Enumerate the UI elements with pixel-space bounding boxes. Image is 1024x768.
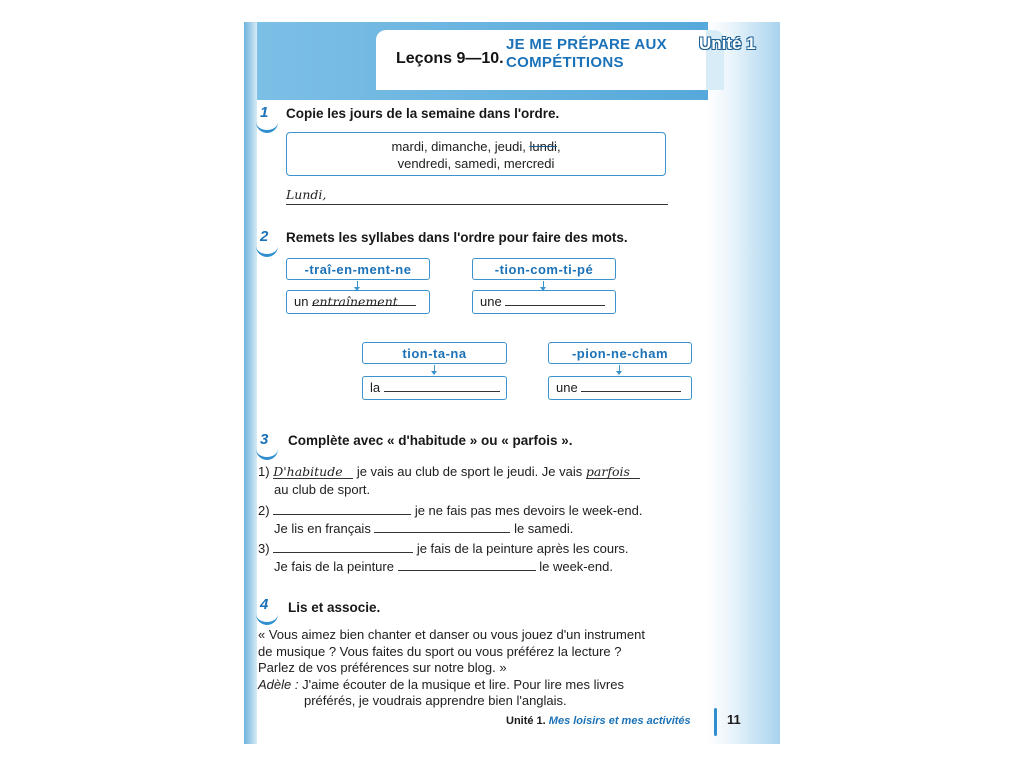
- word-box-2[interactable]: [472, 290, 616, 314]
- word-2-article: une: [480, 294, 502, 309]
- word-4-article: une: [556, 380, 578, 395]
- arrow-down-icon: [619, 365, 620, 373]
- workbook-page: [244, 22, 780, 744]
- footer-subtitle: Mes loisirs et mes activités: [548, 715, 691, 727]
- footer-divider: [714, 708, 717, 736]
- sentence-2b-blank[interactable]: [374, 518, 510, 533]
- exercise-4-instruction: Lis et associe.: [288, 600, 381, 615]
- sentence-1-number: 1): [258, 464, 270, 479]
- syllable-box-1: -traî-en-ment-ne: [286, 258, 430, 280]
- days-line-1: [287, 138, 665, 155]
- sentence-1-answer-1[interactable]: D'habitude: [273, 464, 353, 479]
- quote-line-3: Parlez de vos préférences sur notre blog. »: [258, 660, 507, 675]
- word-3-article: la: [370, 380, 381, 395]
- exercise-3-number: 3: [260, 431, 282, 453]
- sentence-3-text: je fais de la peinture après les cours.: [416, 541, 629, 556]
- exercise-1-instruction: Copie les jours de la semaine dans l'ordre.: [286, 106, 560, 121]
- page-title-line1: JE ME PRÉPARE AUX: [506, 36, 667, 53]
- sentence-3-number: 3): [258, 541, 270, 556]
- sentence-2-blank[interactable]: [273, 500, 411, 515]
- sentence-2-continued: [274, 518, 573, 536]
- page-title: [506, 36, 696, 72]
- word-box-3[interactable]: [362, 376, 507, 400]
- arrow-down-icon: [357, 281, 358, 289]
- exercise-2-instruction: Remets les syllabes dans l'ordre pour faire des mots.: [286, 230, 628, 245]
- page-edge-left: [244, 22, 257, 744]
- exercise-2-number: 2: [260, 228, 282, 250]
- blog-quote: [258, 627, 672, 710]
- syllable-box-3: tion-ta-na: [362, 342, 507, 364]
- word-2-answer-blank: [505, 291, 605, 306]
- sentence-1-continued: au club de sport.: [274, 482, 371, 497]
- arrow-down-icon: [434, 365, 435, 373]
- page-number: 11: [727, 712, 741, 727]
- reply-text-1: J'aime écouter de la musique et lire. Pour lire mes livres: [302, 676, 624, 692]
- unit-tab: Unité 1: [699, 34, 756, 53]
- sentence-2-text: je ne fais pas mes devoirs le week-end.: [414, 503, 643, 518]
- footer-unit: [506, 715, 691, 727]
- sentence-2-number: 2): [258, 503, 270, 518]
- sentence-3-continued: [274, 556, 613, 574]
- days-text: mardi, dimanche, jeudi,: [391, 139, 526, 154]
- sentence-1-answer-2[interactable]: parfois: [586, 464, 640, 479]
- lesson-label: Leçons 9—10.: [396, 50, 504, 67]
- exercise-1-number: 1: [260, 104, 282, 126]
- speaker-name: Adèle :: [258, 676, 299, 692]
- quote-line-1: « Vous aimez bien chanter et danser ou vous jouez d'un instrument: [258, 627, 645, 642]
- days-word-box: [286, 132, 666, 176]
- arrow-down-icon: [543, 281, 544, 289]
- syllable-box-2: -tion-com-ti-pé: [472, 258, 616, 280]
- sentence-3: [258, 538, 629, 556]
- exercise-3-instruction: Complète avec « d'habitude » ou « parfois ».: [288, 433, 573, 448]
- sentence-2b-text-b: le samedi.: [514, 521, 574, 536]
- footer-unit-label: Unité 1.: [506, 715, 546, 727]
- days-answer-line[interactable]: [286, 186, 668, 205]
- word-4-answer-blank: [581, 377, 681, 392]
- days-comma: ,: [556, 139, 561, 154]
- days-line-2: vendredi, samedi, mercredi: [397, 156, 555, 171]
- sentence-3b-text-b: le week-end.: [539, 559, 613, 574]
- reply-line-2: préférés, je voudrais apprendre bien l'anglais.: [304, 693, 567, 708]
- sentence-2: [258, 500, 642, 518]
- sentence-3b-blank[interactable]: [398, 556, 536, 571]
- days-answer: Lundi,: [286, 187, 327, 202]
- page-title-line2: COMPÉTITIONS: [506, 54, 624, 71]
- sentence-3-blank[interactable]: [273, 538, 413, 553]
- word-3-answer-blank: [384, 377, 500, 392]
- page-edge-right: [708, 22, 780, 744]
- sentence-2b-text-a: Je lis en français: [274, 521, 371, 536]
- sentence-1-text: je vais au club de sport le jeudi. Je vais: [356, 464, 583, 479]
- word-1-article: un: [294, 294, 309, 309]
- word-1-answer: entraînement: [312, 291, 416, 306]
- days-struck-word: lundi: [529, 139, 557, 154]
- syllable-box-4: -pion-ne-cham: [548, 342, 692, 364]
- sentence-1: [258, 464, 640, 479]
- exercise-4-number: 4: [260, 596, 282, 618]
- reply-line-1: [258, 677, 672, 694]
- word-box-4[interactable]: [548, 376, 692, 400]
- quote-line-2: de musique ? Vous faites du sport ou vous préférez la lecture ?: [258, 643, 622, 659]
- word-box-1[interactable]: [286, 290, 430, 314]
- sentence-3b-text-a: Je fais de la peinture: [274, 559, 394, 574]
